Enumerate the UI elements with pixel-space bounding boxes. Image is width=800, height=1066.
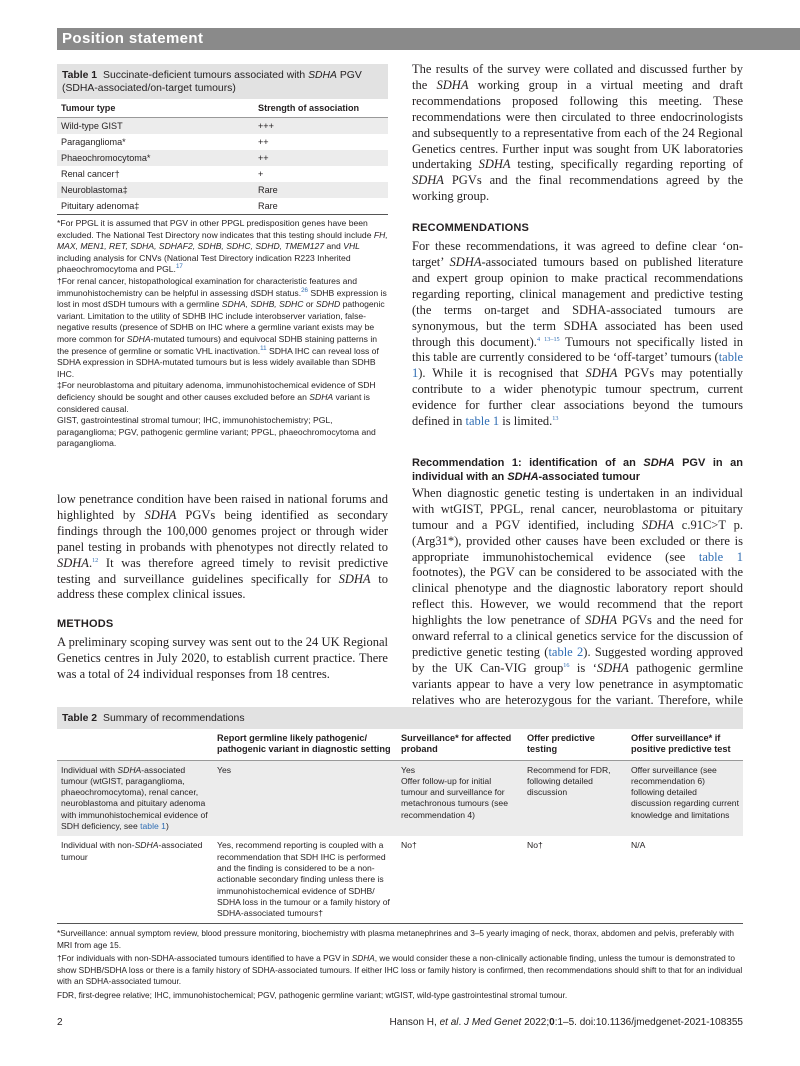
table-1-header-strength: Strength of association [254, 99, 388, 118]
table-2 [57, 707, 743, 1003]
recommendation-1-heading: Recommendation 1: identification of an SDHA PGV in an individual with an SDHA-associated tumour [412, 456, 743, 483]
table-2-grid [57, 729, 743, 924]
table-2-footnote: †For individuals with non-SDHA-associated tumours identified to have a PGV in SDHA, we would consider these a non-clinically actionable finding, unless the tumour is demonstrated to show SDHB/SDHA loss or there is a family history of SDHA-associated tumours. If either IHC loss or family history is confirmed, then recommendations should shift to that for an individual with an SDHA-associated tumour. [57, 953, 743, 987]
table-row: Wild-type GIST +++ [57, 118, 388, 135]
table-2-header [57, 729, 213, 760]
table-cell: No† [523, 836, 627, 924]
table-1-footnote: *For PPGL it is assumed that PGV in other PPGL predisposition genes have been excluded. The National Test Directory now indicates that this testing should include FH, MAX, MEN1, RET, SDHA, SDHAF2, SDHB, SDHC, SDHD, TMEM127 and VHL including analysis for CNVs (National Test Directory indication R223 Inherited phaeochromocytoma and PGL.$^{17}$ [57, 218, 388, 275]
table-2-footnote: *Surveillance: annual symptom review, blood pressure monitoring, biochemistry with plasma metanephrines and 3–5 yearly imaging of neck, thorax, abdomen and pelvis, preferably with MRI from age 15. [57, 928, 735, 950]
table-2-abbreviations: FDR, first-degree relative; IHC, immunohistochemical; PGV, pathogenic germline variant; wtGIST, wild-type gastrointestinal stromal tumour. [57, 989, 568, 1000]
table-1-header-tumour: Tumour type [57, 99, 254, 118]
table-2-header: Offer surveillance* if positive predictive test [627, 729, 743, 760]
table-2-link[interactable]: table 2 [548, 645, 584, 659]
table-cell: Yes [213, 760, 397, 836]
paragraph: For these recommendations, it was agreed to define clear ‘on-target’ SDHA-associated tumours based on published literature and expert group opinion to make practical recommendations regarding reporting, clinical management and predictive testing (the terms on-target and SDHA-associated tumours are synonymous, but the term SDHA associated has been used through this document).$^{4 13-15}$ Tumours not specifically listed in this table are currently considered to be ‘off-target’ tumours (table 1). While it is recognised that SDHA PGVs may potentially contribute to a wider phenotypic tumour spectrum, current evidence for further clear associations beyond the tumours defined in table 1 is limited.$^{13}$ [412, 239, 743, 429]
paragraph: When diagnostic genetic testing is undertaken in an individual with wtGIST, PPGL, renal cancer, neuroblastoma or pituitary tumour and a PGV identified, including SDHA c.91C>T p.(Arg31*), provided other causes have been excluded or there is appropriate immunohistochemical evidence (see table 1 footnotes), the PGV can be considered to be associated with the clinical phenotype and the diagnostic laboratory report should reflect this. However, we would recommend that the report highlights the low penetrance of SDHA PGVs and the need for onward referral to a clinical genetics service for the discussion of predictive genetic testing (table 2). Suggested wording approved by the UK Can-VIG group$^{16}$ is ‘SDHA pathogenic germline variants appear to have a very low penetrance in asymptomatic relatives who are heterozygous for the variant. Therefore, while [412, 485, 743, 707]
table-2-label: Table 2 [62, 713, 98, 724]
paragraph: low penetrance condition have been raised in national forums and highlighted by SDHA PGVs being identified as secondary findings through the 100,000 genomes project or through wider panel testing in probands with phenotypes not directly related to SDHA.$^{12}$ It was therefore agreed timely to revisit predictive testing and surveillance guidelines specifically for SDHA to address these complex clinical issues. [57, 492, 388, 602]
section-banner [57, 28, 800, 50]
reference-link[interactable]: 17 [175, 263, 183, 271]
reference-link[interactable]: 16 [563, 661, 570, 669]
table-row [57, 760, 743, 836]
table-2-header: Report germline likely pathogenic/ pathogenic variant in diagnostic setting [213, 729, 397, 760]
table-2-header: Offer predictive testing [523, 729, 627, 760]
table-1-footnote: †For renal cancer, histopathological examination for characteristic features and immunohistochemistry can be helpful in assessing dSDH status.$^{26}$ SDHB expression is lost in most dSDH tumours with a germline SDHA, SDHB, SDHC or SDHD pathogenic variant. Limitation to the utility of SDHB IHC include interobserver variation, false-negative results (presence of SDHB on IHC where a germline variant exists may be more common for SDHA-mutated tumours) and equivocal SDHB staining patterns in the presence of germline or somatic VHL inactivation.$^{11}$ SDHA IHC can reveal loss of SDHA expression in SDHA-mutated tumours but is less widely available than SDHB IHC. [57, 275, 387, 379]
table-row: Pituitary adenoma‡ Rare [57, 198, 388, 215]
citation: Hanson H, et al. J Med Genet 2022;0:1–5. doi:10.1136/jmedgenet-2021-108355 [389, 1017, 743, 1028]
page-number: 2 [57, 1017, 63, 1028]
table-cell: Recommend for FDR, following detailed discussion [523, 760, 627, 836]
reference-link[interactable]: 13 [552, 414, 559, 422]
table-cell: Individual with non-SDHA-associated tumour [57, 836, 213, 924]
methods-heading: METHODS [57, 618, 114, 631]
table-1-caption: Table 1 Succinate-deficient tumours associated with SDHA PGV (SDHA-associated/on-target tumours) [57, 64, 388, 99]
paragraph: A preliminary scoping survey was sent out to the 24 UK Regional Genetics centres in July 2020, to establish current practice. There was a total of 24 individual responses from 18 centres. [57, 635, 388, 682]
table-2-footnotes [57, 928, 743, 1001]
reference-link[interactable]: 12 [92, 556, 99, 564]
table-row [57, 836, 743, 924]
right-column-text [412, 62, 743, 725]
recommendations-heading: RECOMMENDATIONS [412, 222, 530, 235]
table-cell: Yes Offer follow-up for initial tumour and surveillance for metachronous tumours (see recommendation 4) [397, 760, 523, 836]
table-1-link[interactable]: table 1 [140, 821, 166, 832]
table-row: Phaeochromocytoma* ++ [57, 150, 388, 166]
table-2-caption: Table 2 Summary of recommendations [57, 707, 743, 729]
reference-link[interactable]: 4 13–15 [536, 335, 560, 343]
table-cell: Individual with SDHA-associated tumour (wtGIST, paraganglioma, phaeochromocytoma), renal cancer, neuroblastoma and pituitary adenoma with immunohistochemical evidence of SDH deficiency, see table 1) [57, 760, 213, 836]
table-1-link[interactable]: table 1 [698, 549, 743, 564]
table-1-abbreviations: GIST, gastrointestinal stromal tumour; IHC, immunohistochemistry; PGL, paraganglioma; PGV, pathogenic germline variant; PPGL, phaeochromocytoma and paraganglioma. [57, 415, 376, 449]
table-1 [57, 64, 388, 450]
paragraph: The results of the survey were collated and discussed further by the SDHA working group in a virtual meeting and draft recommendations proposed following this meeting. These recommendations were then circulated to three endocrinologists and subsequently to a representative from each of the 24 Regional Genetics centres. Further input was sought from UK laboratories undertaking SDHA testing, specifically regarding reporting of SDHA PGVs and the final recommendations agreed by the working group. [412, 62, 743, 204]
table-row: Neuroblastoma‡ Rare [57, 182, 388, 198]
table-cell: No† [397, 836, 523, 924]
table-1-footnote: ‡For neuroblastoma and pituitary adenoma, immunohistochemical evidence of SDH deficiency should be sought and other causes excluded before an SDHA variant is considered causal. [57, 380, 376, 414]
table-1-grid [57, 99, 388, 215]
table-1-label: Table 1 [62, 70, 98, 81]
banner-title: Position statement [62, 30, 204, 47]
reference-link[interactable]: 26 [301, 286, 308, 294]
table-2-header: Surveillance* for affected proband [397, 729, 523, 760]
table-row: Renal cancer† + [61, 169, 264, 179]
table-1-link[interactable]: table 1 [412, 350, 743, 381]
table-1-link[interactable]: table 1 [465, 414, 500, 429]
left-column-text [57, 492, 388, 683]
table-row: Paraganglioma* ++ [61, 137, 269, 147]
table-cell: N/A [627, 836, 743, 924]
table-cell: Offer surveillance (see recommendation 6) following detailed discussion regarding current knowledge and limitations [627, 760, 743, 836]
table-cell: Yes, recommend reporting is coupled with a recommendation that SDH IHC is performed and the finding is considered to be a non-actionable secondary finding unless there is immunohistochemical evidence of SDHB/ SDHA loss in the tumour or a family history of SDHA-associated tumours† [213, 836, 397, 924]
reference-link[interactable]: 11 [260, 344, 267, 352]
table-1-footnotes [57, 218, 388, 450]
